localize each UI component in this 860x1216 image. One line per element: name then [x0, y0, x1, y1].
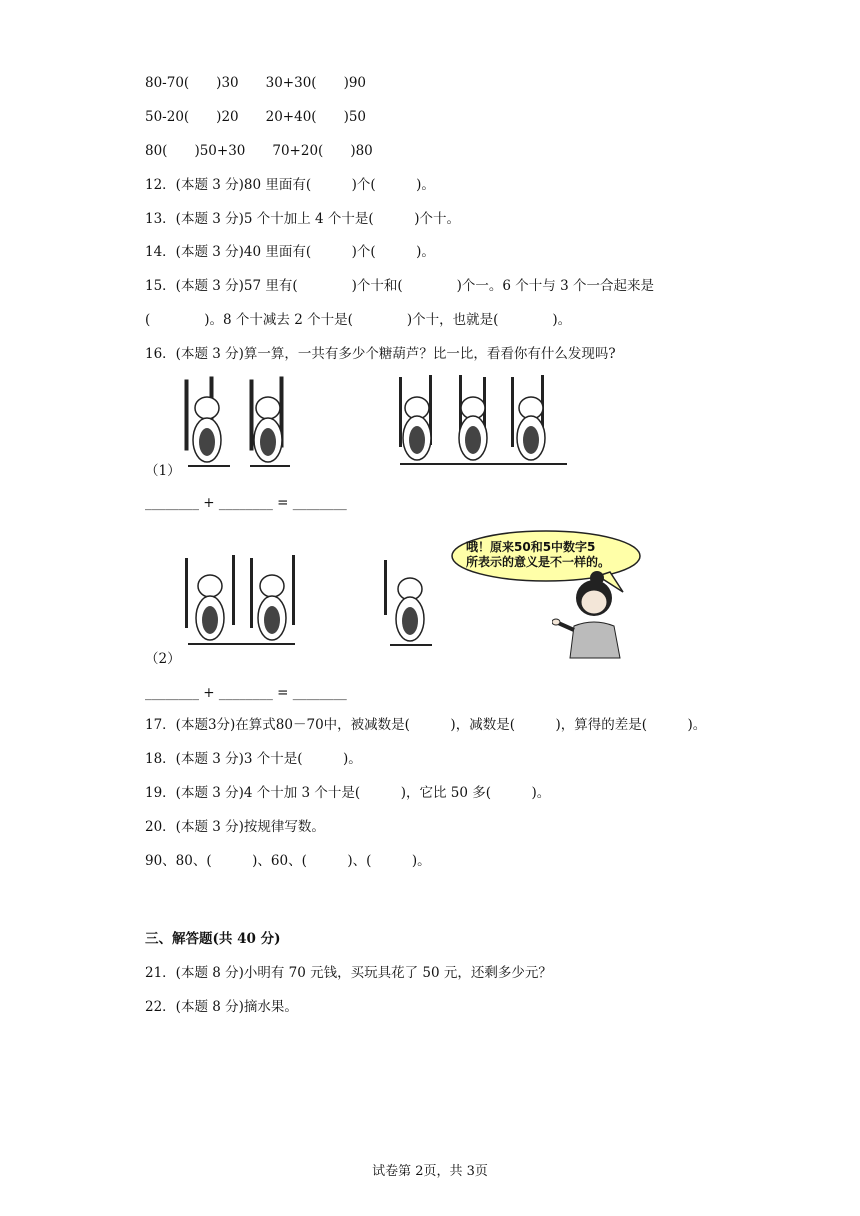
question-15-line-1: 15．(本题 3 分)57 里有( )个十和( )个一。6 个十与 3 个一合起来是 [145, 278, 654, 294]
question-15-line-2: ( )。8 个十减去 2 个十是( )个十，也就是( )。 [145, 312, 572, 328]
question-12: 12．(本题 3 分)80 里面有( )个( )。 [145, 177, 435, 193]
question-16: 16．(本题 3 分)算一算，一共有多少个糖葫芦？比一比，看看你有什么发现吗? [145, 346, 616, 362]
monkey-group-left-2 [180, 550, 300, 650]
question-17: 17．(本题3分)在算式80－70中，被减数是( )，减数是( )，算得的差是( )。 [145, 717, 707, 733]
part-1-label: （1） [145, 463, 181, 479]
compare-row-2: 50-20( )20 20+40( )50 [145, 109, 367, 125]
question-20-sequence: 90、80、( )、60、( )、( )。 [145, 853, 431, 869]
question-13: 13．(本题 3 分)5 个十加上 4 个十是( )个十。 [145, 211, 460, 227]
question-18: 18．(本题 3 分)3 个十是( )。 [145, 751, 362, 767]
compare-row-3: 80( )50+30 70+20( )80 [145, 143, 373, 159]
bubble-text-line-1: 哦！原来50和5中数字5 [466, 540, 596, 554]
section-3-heading: 三、解答题(共 40 分) [145, 931, 281, 947]
equation-2: ________ + ________ = ________ [145, 685, 347, 701]
single-monkey [380, 555, 440, 650]
equation-1: ________ + ________ = ________ [145, 495, 347, 511]
girl-illustration [552, 570, 632, 662]
question-21: 21．(本题 8 分)小明有 70 元钱，买玩具花了 50 元，还剩多少元？ [145, 965, 552, 981]
monkey-group-left-1 [180, 372, 300, 472]
page-footer: 试卷第 2页，共 3页 [372, 1164, 488, 1179]
question-14: 14．(本题 3 分)40 里面有( )个( )。 [145, 244, 435, 260]
question-22: 22．(本题 8 分)摘水果。 [145, 999, 298, 1015]
part-2-label: （2） [145, 651, 181, 667]
bubble-text-line-2: 所表示的意义是不一样的。 [466, 555, 611, 569]
question-19: 19．(本题 3 分)4 个十加 3 个十是( )，它比 50 多( )。 [145, 785, 551, 801]
question-20: 20．(本题 3 分)按规律写数。 [145, 819, 325, 835]
monkey-group-right-1 [395, 372, 575, 470]
compare-row-1: 80-70( )30 30+30( )90 [145, 75, 367, 91]
